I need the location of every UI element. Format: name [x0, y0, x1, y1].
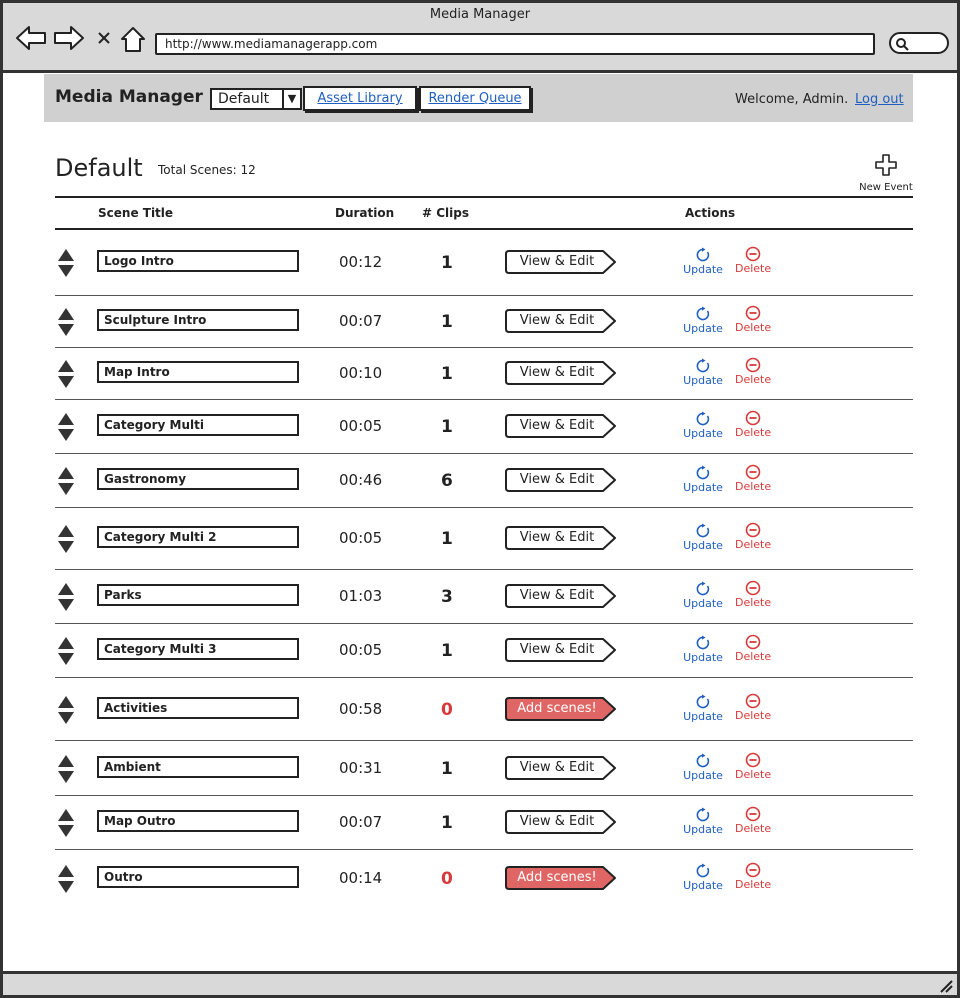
update-link[interactable] — [683, 635, 723, 664]
update-label: Update — [683, 879, 723, 892]
update-link[interactable] — [683, 807, 723, 836]
button-label: View & Edit — [519, 588, 595, 603]
table-row — [55, 624, 913, 678]
scene-duration: 00:05 — [339, 417, 383, 435]
update-label: Update — [683, 263, 723, 276]
refresh-icon — [695, 306, 711, 322]
view-edit-button[interactable] — [505, 360, 617, 386]
reorder-handle-icon[interactable] — [57, 808, 75, 838]
button-label: View & Edit — [519, 814, 595, 829]
update-label: Update — [683, 322, 723, 335]
view-edit-button[interactable] — [505, 637, 617, 663]
scene-clip-count: 1 — [441, 759, 453, 779]
scene-clip-count: 1 — [441, 641, 453, 661]
table-row — [55, 570, 913, 624]
scene-clip-count: 1 — [441, 253, 453, 273]
reorder-handle-icon[interactable] — [57, 754, 75, 784]
delete-label: Delete — [735, 426, 772, 439]
delete-link[interactable] — [735, 522, 771, 551]
delete-label: Delete — [735, 373, 772, 386]
delete-label: Delete — [735, 321, 772, 334]
delete-link[interactable] — [735, 806, 771, 835]
reorder-handle-icon[interactable] — [57, 359, 75, 389]
scene-duration: 00:07 — [339, 813, 383, 831]
scene-title-field[interactable]: Category Multi — [97, 414, 299, 436]
scene-title-field[interactable]: Ambient — [97, 756, 299, 778]
table-header — [55, 196, 913, 230]
event-select[interactable] — [210, 88, 302, 110]
app-brand: Media Manager — [55, 87, 203, 107]
reorder-handle-icon[interactable] — [57, 466, 75, 496]
update-label: Update — [683, 823, 723, 836]
welcome-text: Welcome, Admin. — [735, 92, 849, 107]
logout-link[interactable]: Log out — [855, 92, 904, 107]
scene-clip-count: 1 — [441, 312, 453, 332]
delete-label: Delete — [735, 262, 772, 275]
view-edit-button[interactable] — [505, 583, 617, 609]
button-label: View & Edit — [519, 418, 595, 433]
delete-label: Delete — [735, 650, 772, 663]
scene-title-field[interactable]: Map Outro — [97, 810, 299, 832]
refresh-icon — [695, 807, 711, 823]
close-icon[interactable] — [97, 31, 111, 45]
scene-title-field[interactable]: Map Intro — [97, 361, 299, 383]
update-link[interactable] — [683, 411, 723, 440]
delete-link[interactable] — [735, 410, 771, 439]
delete-link[interactable] — [735, 305, 771, 334]
scene-title-field[interactable]: Activities — [97, 697, 299, 719]
back-arrow-icon[interactable] — [15, 25, 47, 51]
delete-link[interactable] — [735, 357, 771, 386]
reorder-handle-icon[interactable] — [57, 412, 75, 442]
scene-duration: 01:03 — [339, 587, 383, 605]
url-bar[interactable]: http://www.mediamanagerapp.com — [155, 33, 875, 55]
refresh-icon — [695, 465, 711, 481]
reorder-handle-icon[interactable] — [57, 248, 75, 278]
view-edit-button[interactable] — [505, 809, 617, 835]
scene-duration: 00:12 — [339, 253, 383, 271]
delete-circle-icon — [745, 580, 761, 596]
refresh-icon — [695, 863, 711, 879]
scene-clip-count: 3 — [441, 587, 453, 607]
new-event-button[interactable] — [856, 153, 916, 193]
total-scenes-count: Total Scenes: 12 — [158, 163, 256, 177]
button-label: View & Edit — [519, 472, 595, 487]
delete-circle-icon — [745, 246, 761, 262]
page-title: Default — [55, 154, 143, 182]
delete-circle-icon — [745, 752, 761, 768]
delete-link[interactable] — [735, 862, 771, 891]
update-link[interactable] — [683, 581, 723, 610]
scene-title-field[interactable]: Gastronomy — [97, 468, 299, 490]
refresh-icon — [695, 635, 711, 651]
view-edit-button[interactable] — [505, 525, 617, 551]
refresh-icon — [695, 411, 711, 427]
browser-search-field[interactable] — [889, 32, 949, 54]
scene-title-field[interactable]: Outro — [97, 866, 299, 888]
view-edit-button[interactable] — [505, 308, 617, 334]
delete-link[interactable] — [735, 246, 771, 275]
update-label: Update — [683, 374, 723, 387]
delete-label: Delete — [735, 822, 772, 835]
update-link[interactable] — [683, 247, 723, 276]
scene-duration: 00:07 — [339, 312, 383, 330]
refresh-icon — [695, 247, 711, 263]
table-row — [55, 508, 913, 570]
update-label: Update — [683, 427, 723, 440]
update-label: Update — [683, 539, 723, 552]
view-edit-button[interactable] — [505, 755, 617, 781]
delete-circle-icon — [745, 464, 761, 480]
scene-duration: 00:05 — [339, 641, 383, 659]
table-row — [55, 850, 913, 908]
scene-duration: 00:46 — [339, 471, 383, 489]
scene-duration: 00:31 — [339, 759, 383, 777]
table-row — [55, 230, 913, 296]
refresh-icon — [695, 753, 711, 769]
scene-title-field[interactable]: Sculpture Intro — [97, 309, 299, 331]
scene-clip-count: 1 — [441, 529, 453, 549]
event-select-value: Default — [218, 91, 270, 107]
view-edit-button[interactable] — [505, 413, 617, 439]
update-link[interactable] — [683, 306, 723, 335]
search-icon — [895, 37, 909, 51]
browser-toolbar — [3, 3, 957, 73]
new-event-label: New Event — [859, 182, 913, 193]
table-row — [55, 296, 913, 348]
add-scenes-button[interactable] — [505, 696, 617, 722]
scene-duration: 00:14 — [339, 869, 383, 887]
refresh-icon — [695, 581, 711, 597]
table-row — [55, 796, 913, 850]
update-label: Update — [683, 710, 723, 723]
scene-duration: 00:05 — [339, 529, 383, 547]
column-header-clips: # Clips — [422, 206, 469, 220]
scene-duration: 00:10 — [339, 364, 383, 382]
delete-link[interactable] — [735, 464, 771, 493]
delete-label: Delete — [735, 480, 772, 493]
reorder-handle-icon[interactable] — [57, 582, 75, 612]
view-edit-button[interactable] — [505, 249, 617, 275]
app-header — [44, 74, 913, 122]
reorder-handle-icon[interactable] — [57, 636, 75, 666]
column-header-title: Scene Title — [98, 206, 174, 220]
scene-title-field[interactable]: Logo Intro — [97, 250, 299, 272]
tab-asset-library[interactable]: Asset Library — [303, 86, 417, 111]
delete-circle-icon — [745, 693, 761, 709]
table-row — [55, 454, 913, 508]
update-label: Update — [683, 651, 723, 664]
scene-clip-count: 0 — [441, 869, 453, 889]
button-label: View & Edit — [519, 642, 595, 657]
refresh-icon — [695, 358, 711, 374]
update-link[interactable] — [683, 358, 723, 387]
delete-label: Delete — [735, 709, 772, 722]
delete-circle-icon — [745, 410, 761, 426]
scene-clip-count: 1 — [441, 813, 453, 833]
reorder-handle-icon[interactable] — [57, 864, 75, 894]
column-header-actions: Actions — [685, 206, 736, 220]
update-link[interactable] — [683, 694, 723, 723]
update-link[interactable] — [683, 523, 723, 552]
plus-icon — [874, 153, 898, 177]
view-edit-button[interactable] — [505, 467, 617, 493]
table-row — [55, 400, 913, 454]
table-row — [55, 348, 913, 400]
window-title: Media Manager — [429, 7, 531, 22]
table-row — [55, 741, 913, 796]
delete-link[interactable] — [735, 634, 771, 663]
tab-render-queue[interactable]: Render Queue — [419, 86, 531, 111]
delete-label: Delete — [735, 878, 772, 891]
delete-circle-icon — [745, 522, 761, 538]
button-label: Add scenes! — [517, 701, 597, 716]
scene-clip-count: 6 — [441, 471, 453, 491]
refresh-icon — [695, 694, 711, 710]
reorder-handle-icon[interactable] — [57, 695, 75, 725]
column-header-duration: Duration — [335, 206, 395, 220]
update-link[interactable] — [683, 753, 723, 782]
scene-title-field[interactable]: Category Multi 3 — [97, 638, 299, 660]
scene-title-field[interactable]: Category Multi 2 — [97, 526, 299, 548]
add-scenes-button[interactable] — [505, 865, 617, 891]
delete-circle-icon — [745, 357, 761, 373]
update-label: Update — [683, 481, 723, 494]
button-label: View & Edit — [519, 365, 595, 380]
delete-link[interactable] — [735, 693, 771, 722]
delete-circle-icon — [745, 305, 761, 321]
forward-arrow-icon[interactable] — [53, 25, 85, 51]
scene-clip-count: 1 — [441, 417, 453, 437]
scene-clip-count: 0 — [441, 700, 453, 720]
button-label: Add scenes! — [517, 870, 597, 885]
button-label: View & Edit — [519, 760, 595, 775]
delete-link[interactable] — [735, 580, 771, 609]
update-link[interactable] — [683, 465, 723, 494]
home-icon[interactable] — [119, 25, 147, 53]
delete-circle-icon — [745, 634, 761, 650]
delete-circle-icon — [745, 862, 761, 878]
reorder-handle-icon[interactable] — [57, 524, 75, 554]
update-label: Update — [683, 769, 723, 782]
delete-label: Delete — [735, 768, 772, 781]
chevron-down-icon[interactable]: ▼ — [282, 90, 300, 108]
delete-label: Delete — [735, 596, 772, 609]
scene-duration: 00:58 — [339, 700, 383, 718]
button-label: View & Edit — [519, 313, 595, 328]
delete-label: Delete — [735, 538, 772, 551]
delete-link[interactable] — [735, 752, 771, 781]
table-row — [55, 678, 913, 741]
button-label: View & Edit — [519, 530, 595, 545]
delete-circle-icon — [745, 806, 761, 822]
refresh-icon — [695, 523, 711, 539]
update-link[interactable] — [683, 863, 723, 892]
update-label: Update — [683, 597, 723, 610]
button-label: View & Edit — [519, 254, 595, 269]
scene-clip-count: 1 — [441, 364, 453, 384]
status-bar — [3, 971, 957, 995]
resize-grip-icon[interactable] — [937, 977, 953, 993]
reorder-handle-icon[interactable] — [57, 307, 75, 337]
scene-title-field[interactable]: Parks — [97, 584, 299, 606]
